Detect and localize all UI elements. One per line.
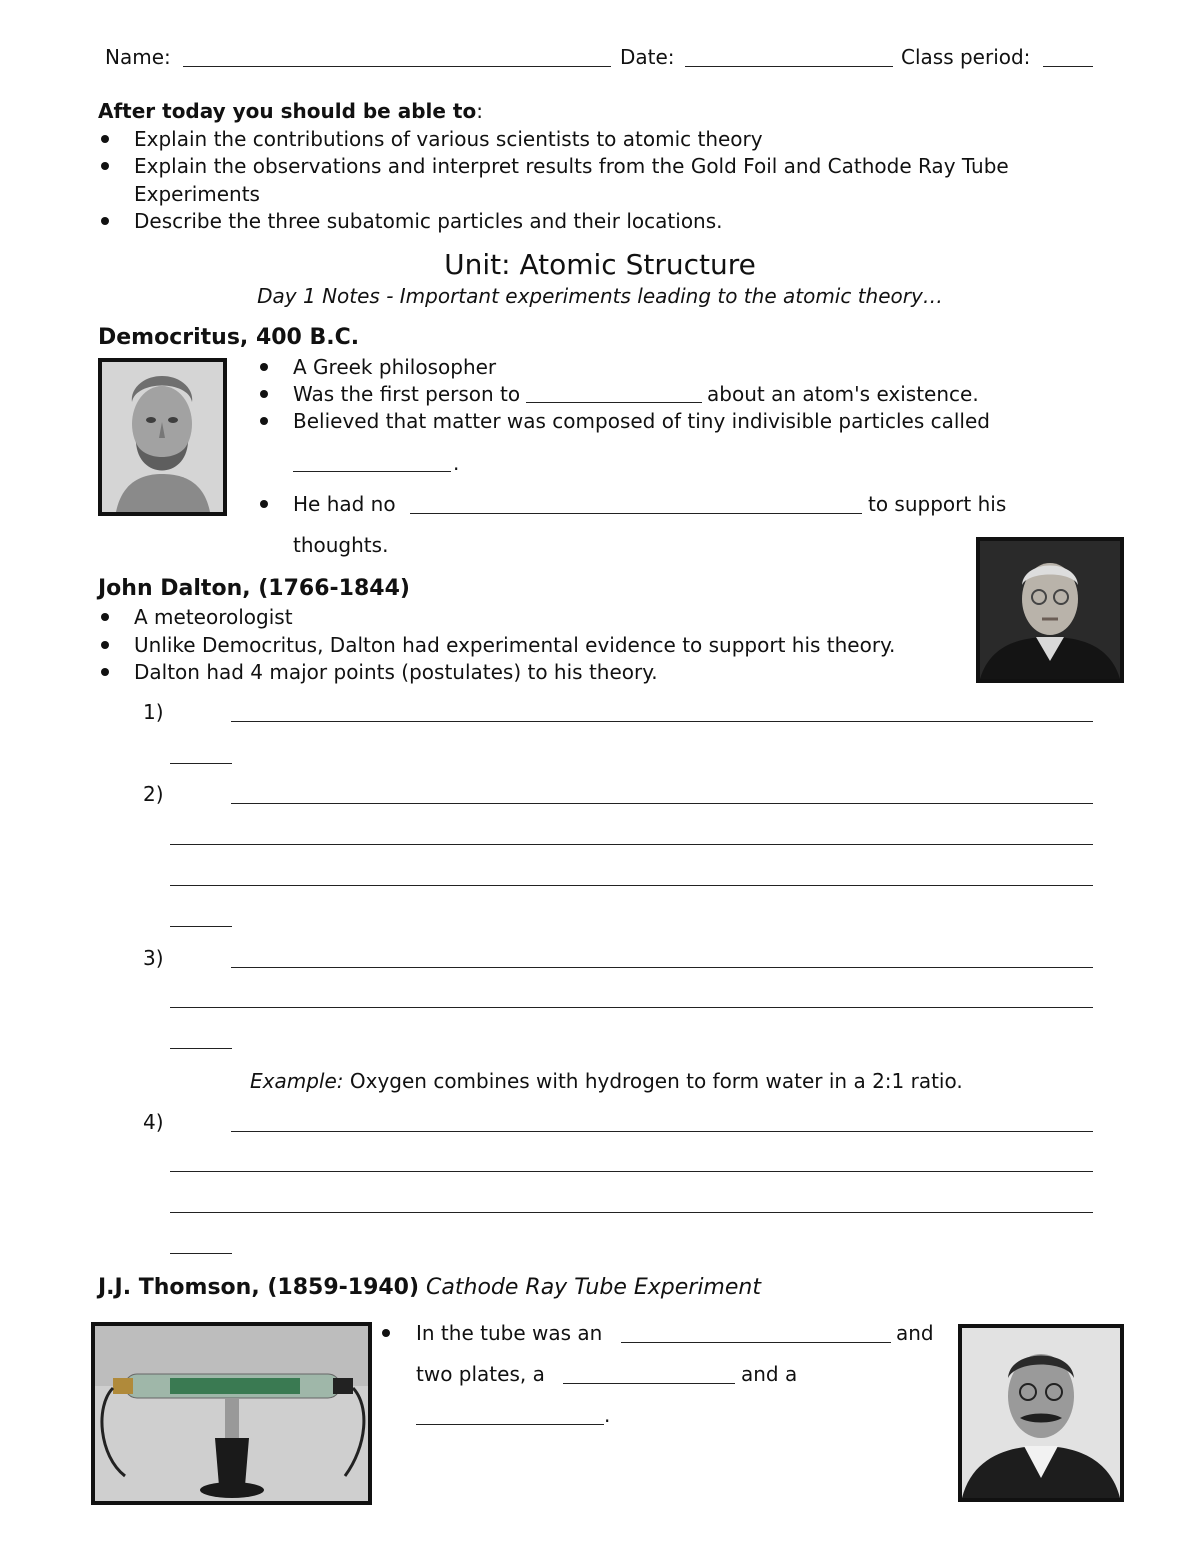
bullet-icon [382, 1329, 390, 1337]
blank-particles-name[interactable] [293, 471, 451, 472]
thomson-text: In the tube was an [416, 1321, 603, 1345]
postulate-2-line[interactable] [231, 803, 1093, 804]
cathode-ray-tube-photo [91, 1322, 372, 1505]
postulate-2-line[interactable] [170, 844, 1093, 845]
date-label: Date: [620, 45, 675, 69]
thomson-text: and [896, 1321, 934, 1345]
blank-plate-1[interactable] [563, 1383, 735, 1384]
objective-item: Explain the contributions of various scientists to atomic theory [134, 127, 763, 151]
democritus-portrait [98, 358, 227, 516]
postulate-2-line[interactable] [170, 885, 1093, 886]
bullet-icon [101, 641, 109, 649]
postulate-3-line[interactable] [170, 1048, 232, 1049]
thomson-text: two plates, a [416, 1362, 545, 1386]
dalton-heading: John Dalton, (1766-1844) [98, 576, 410, 601]
thomson-heading: J.J. Thomson, (1859-1940) Cathode Ray Tube Experiment [98, 1275, 761, 1300]
bullet-icon [101, 613, 109, 621]
bullet-icon [101, 162, 109, 170]
name-field[interactable] [183, 66, 611, 67]
thomson-text: and a [741, 1362, 798, 1386]
postulate-number: 4) [143, 1110, 164, 1134]
dalton-bullet: Unlike Democritus, Dalton had experimental evidence to support his theory. [134, 633, 896, 657]
democritus-bullet: Was the first person to [293, 382, 521, 406]
blank-support[interactable] [410, 513, 862, 514]
democritus-bullet: A Greek philosopher [293, 355, 497, 379]
bullet-icon [260, 417, 268, 425]
democritus-bullet: about an atom's existence. [707, 382, 979, 406]
blank-plate-2[interactable] [416, 1424, 604, 1425]
objectives-heading: After today you should be able to: [98, 99, 483, 123]
democritus-bullet: Believed that matter was composed of tiny indivisible particles called [293, 409, 990, 433]
name-label: Name: [105, 45, 171, 69]
postulate-4-line[interactable] [170, 1171, 1093, 1172]
class-period-field[interactable] [1043, 66, 1093, 67]
postulate-number: 2) [143, 782, 164, 806]
postulate-1-line[interactable] [231, 721, 1093, 722]
postulate-3-line[interactable] [231, 967, 1093, 968]
postulate-number: 1) [143, 700, 164, 724]
bullet-icon [260, 390, 268, 398]
postulate-4-line[interactable] [170, 1212, 1093, 1213]
democritus-heading: Democritus, 400 B.C. [98, 325, 360, 350]
bullet-icon [260, 363, 268, 371]
page-title: Unit: Atomic Structure [444, 248, 756, 281]
objective-item: Describe the three subatomic particles and their locations. [134, 209, 723, 233]
dalton-bullet: Dalton had 4 major points (postulates) to his theory. [134, 660, 658, 684]
thomson-portrait [958, 1324, 1124, 1502]
dalton-portrait [976, 537, 1124, 683]
objective-item-continued: Experiments [134, 182, 260, 206]
period: . [604, 1403, 611, 1427]
example-note: Example: Oxygen combines with hydrogen to form water in a 2:1 ratio. [250, 1069, 963, 1093]
blank-tube-contents[interactable] [621, 1342, 891, 1343]
postulate-4-line[interactable] [231, 1131, 1093, 1132]
democritus-bullet-continued: thoughts. [293, 533, 389, 557]
period: . [453, 451, 460, 475]
class-period-label: Class period: [901, 45, 1031, 69]
page-subtitle: Day 1 Notes - Important experiments leading to the atomic theory… [257, 284, 943, 308]
bullet-icon [260, 500, 268, 508]
democritus-bullet: He had no [293, 492, 396, 516]
bullet-icon [101, 217, 109, 225]
postulate-3-line[interactable] [170, 1007, 1093, 1008]
postulate-2-line[interactable] [170, 926, 232, 927]
bullet-icon [101, 668, 109, 676]
dalton-bullet: A meteorologist [134, 605, 293, 629]
blank-atom-existence[interactable] [526, 402, 702, 403]
date-field[interactable] [685, 66, 893, 67]
postulate-1-line[interactable] [170, 763, 232, 764]
democritus-bullet: to support his [868, 492, 1007, 516]
bullet-icon [101, 135, 109, 143]
objective-item: Explain the observations and interpret results from the Gold Foil and Cathode Ray Tube [134, 154, 1009, 178]
postulate-number: 3) [143, 946, 164, 970]
postulate-4-line[interactable] [170, 1253, 232, 1254]
